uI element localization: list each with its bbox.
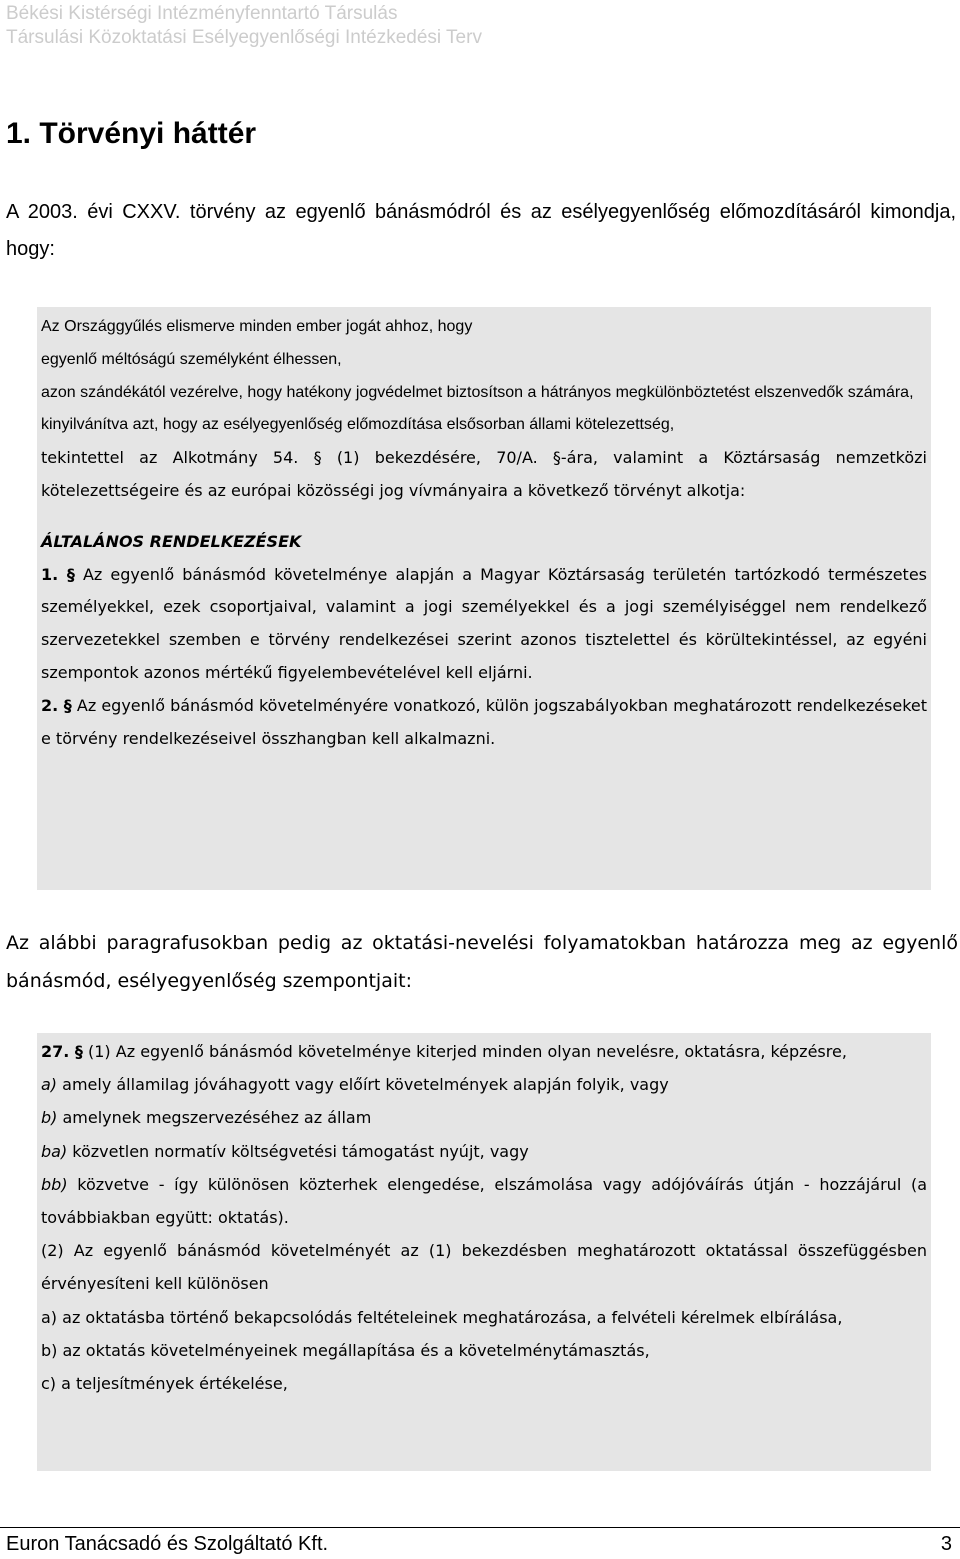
section-2-paragraph	[41, 690, 927, 756]
preamble-line-5: tekintettel az Alkotmány 54. § (1) bekezdésére, 70/A. §-ára, valamint a Köztársaság nemzetközi kötelezettségeire és az európai közösségi jog vívmányaira a következő törvényt alkotja:	[41, 448, 927, 500]
header-line-2: Társulási Közoktatási Esélyegyenlőségi Intézkedési Terv	[6, 27, 482, 48]
section-27-text: (1) Az egyenlő bánásmód követelménye kiterjed minden olyan nevelésre, oktatásra, képzésre,	[82, 1042, 847, 1061]
quote-box-content	[41, 311, 927, 755]
point-ba	[41, 1135, 927, 1168]
quote-box-law-preamble	[37, 307, 931, 890]
section-1-text: Az egyenlő bánásmód követelménye alapján a Magyar Köztársaság területén tartózkodó természetes személyekkel, ezek csoportjaival, valamint a jogi személyekkel és a jogi személyiséggel nem rendelkező szervezetekkel szemben e törvény rendelkezései szerint azonos tisztelettel és körültekintéssel, az egyéni szempontok azonos mértékű figyelembevételével kell eljárni.	[41, 564, 928, 682]
point-bb-text: közvetve - így különösen közterhek elengedése, elszámolása vagy adójóváírás útján - hozzájárul (a továbbiakban együtt: oktatás).	[41, 1174, 927, 1228]
point-b-text: amelynek megszervezéséhez az állam	[57, 1108, 372, 1128]
point-b	[41, 1101, 927, 1134]
page-header	[6, 2, 482, 50]
preamble-line-1: Az Országgyűlés elismerve minden ember jogát ahhoz, hogy	[41, 318, 473, 335]
paragraph-2-point-b: b) az oktatás követelményeinek megállapítása és a követelménytámasztás,	[41, 1340, 650, 1360]
page-footer	[0, 1527, 960, 1555]
page-number: 3	[940, 1533, 952, 1555]
point-ba-label: ba)	[41, 1141, 68, 1161]
header-line-1: Békési Kistérségi Intézményfenntartó Társulás	[6, 3, 398, 24]
preamble-line-2: egyenlő méltóságú személyként élhessen,	[41, 350, 342, 368]
quote-box-content	[41, 1035, 927, 1400]
preamble-line-4: kinyilvánítva azt, hogy az esélyegyenlőség előmozdítása elsősorban állami kötelezettség,	[41, 416, 675, 434]
section-2-number: 2. §	[41, 695, 72, 715]
paragraph-2-point-a: a) az oktatásba történő bekapcsolódás feltételeinek meghatározása, a felvételi kérelmek elbírálása,	[41, 1307, 843, 1327]
section-2-text: Az egyenlő bánásmód követelményére vonatkozó, külön jogszabályokban meghatározott rendelkezéseket e törvény rendelkezéseivel összhangban kell alkalmazni.	[41, 695, 928, 748]
footer-company: Euron Tanácsadó és Szolgáltató Kft.	[6, 1533, 329, 1555]
point-ba-text: közvetlen normatív költségvetési támogatást nyújt, vagy	[67, 1141, 529, 1161]
point-a-label: a)	[41, 1075, 58, 1095]
middle-paragraph: Az alábbi paragrafusokban pedig az oktatási-nevelési folyamatokban határozza meg az egyenlő bánásmód, esélyegyenlőség szempontjait:	[6, 932, 958, 992]
point-bb-label: bb)	[41, 1174, 68, 1194]
point-a	[41, 1068, 927, 1101]
section-heading: 1. Törvényi háttér	[6, 117, 257, 150]
section-27-number: 27. §	[41, 1042, 83, 1061]
general-provisions-title: ÁLTALÁNOS RENDELKEZÉSEK	[41, 531, 302, 551]
paragraph-2-point-c: c) a teljesítmények értékelése,	[41, 1374, 288, 1394]
point-bb	[41, 1168, 927, 1234]
section-27-paragraph-2: (2) Az egyenlő bánásmód követelményét az (1) bekezdésben meghatározott oktatással összefüggésben érvényesíteni kell különösen	[41, 1241, 927, 1294]
intro-paragraph: A 2003. évi CXXV. törvény az egyenlő bánásmódról és az esélyegyenlőség előmozdításáról kimondja, hogy:	[6, 201, 956, 260]
point-b-label: b)	[41, 1108, 58, 1128]
preamble-line-3: azon szándékától vezérelve, hogy hatékony jogvédelmet biztosítson a hátrányos megkülönböztetést elszenvedők számára,	[41, 383, 914, 401]
section-1-number: 1. §	[41, 564, 75, 584]
point-a-text: amely államilag jóváhagyott vagy előírt követelmények alapján folyik, vagy	[57, 1075, 669, 1095]
section-1-paragraph	[41, 559, 927, 690]
section-27-paragraph-1	[41, 1035, 927, 1068]
quote-box-section-27	[37, 1033, 931, 1471]
